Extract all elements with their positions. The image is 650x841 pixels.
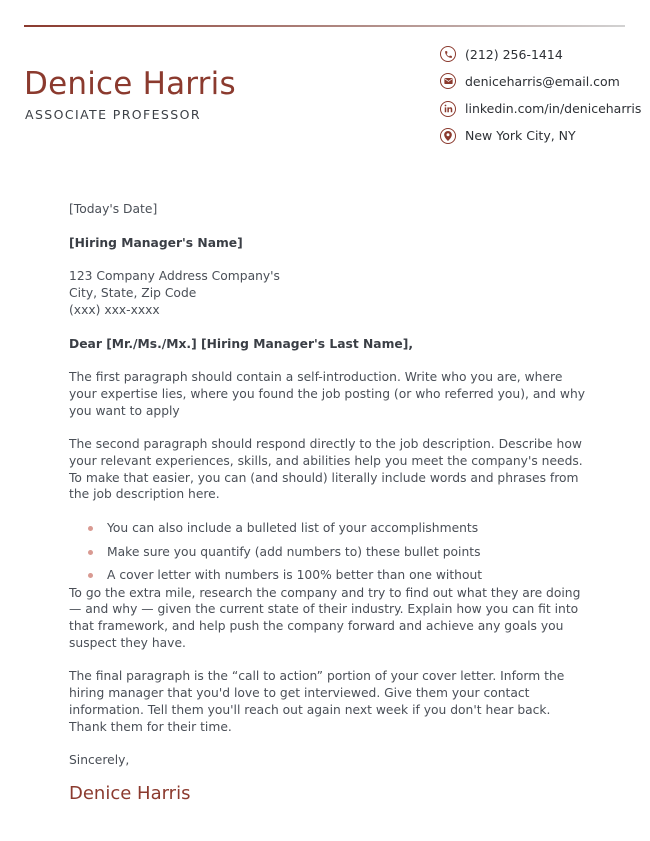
salutation: Dear [Mr./Ms./Mx.] [Hiring Manager's Last Name], (69, 336, 414, 351)
applicant-name: Denice Harris (24, 66, 236, 102)
email-address[interactable]: deniceharris@email.com (465, 73, 620, 89)
company-address-line2: City, State, Zip Code (69, 286, 197, 301)
list-item: A cover letter with numbers is 100% better than one without (69, 567, 589, 591)
signature-name: Denice Harris (69, 782, 191, 804)
contact-email (440, 71, 641, 91)
paragraph-job-fit: The second paragraph should respond directly to the job description. Describe how your relevant experiences, skills, and abilities help you meet the company's needs. To make that easier, you can (and should) literally include words and phrases from the job description here. (69, 437, 583, 502)
contact-location (440, 126, 641, 146)
closing: Sincerely, (69, 753, 130, 768)
paragraph-intro: The first paragraph should contain a self-introduction. Write who you are, where your expertise lies, where you found the job posting (or who referred you), and why you want to apply (69, 370, 586, 418)
location-pin-icon (440, 128, 456, 144)
header-divider (24, 25, 625, 27)
company-phone: (xxx) xxx-xxxx (69, 302, 160, 317)
contact-linkedin (440, 99, 641, 119)
applicant-title: ASSOCIATE PROFESSOR (25, 107, 201, 122)
hiring-manager-name: [Hiring Manager's Name] (69, 235, 243, 250)
contact-phone (440, 44, 641, 64)
letter-body (69, 201, 589, 803)
letter-date: [Today's Date] (69, 202, 158, 216)
accomplishment-list (69, 520, 589, 591)
paragraph-company-research: To go the extra mile, research the company and try to find out what they are doing — and why — given the current state of their industry. Explain how you can fit into that framework, and help push the company forward and achieve any goals you suspect they have. (69, 585, 581, 650)
contact-block (440, 44, 641, 153)
list-item: Make sure you quantify (add numbers to) these bullet points (69, 544, 589, 568)
phone-number: (212) 256-1414 (465, 46, 563, 62)
linkedin-url[interactable]: linkedin.com/in/deniceharris (465, 101, 642, 117)
phone-icon (440, 46, 456, 62)
linkedin-icon (440, 101, 456, 117)
company-address-line1: 123 Company Address Company's (69, 269, 280, 284)
email-icon (440, 73, 456, 89)
location-text: New York City, NY (465, 128, 576, 144)
paragraph-call-to-action: The final paragraph is the “call to action” portion of your cover letter. Inform the hiring manager that you'd love to get interviewed. Give them your contact information. Tell them you'll reach out again next week if you don't hear back. Thank them for their time. (69, 669, 565, 734)
list-item: You can also include a bulleted list of your accomplishments (69, 520, 589, 544)
